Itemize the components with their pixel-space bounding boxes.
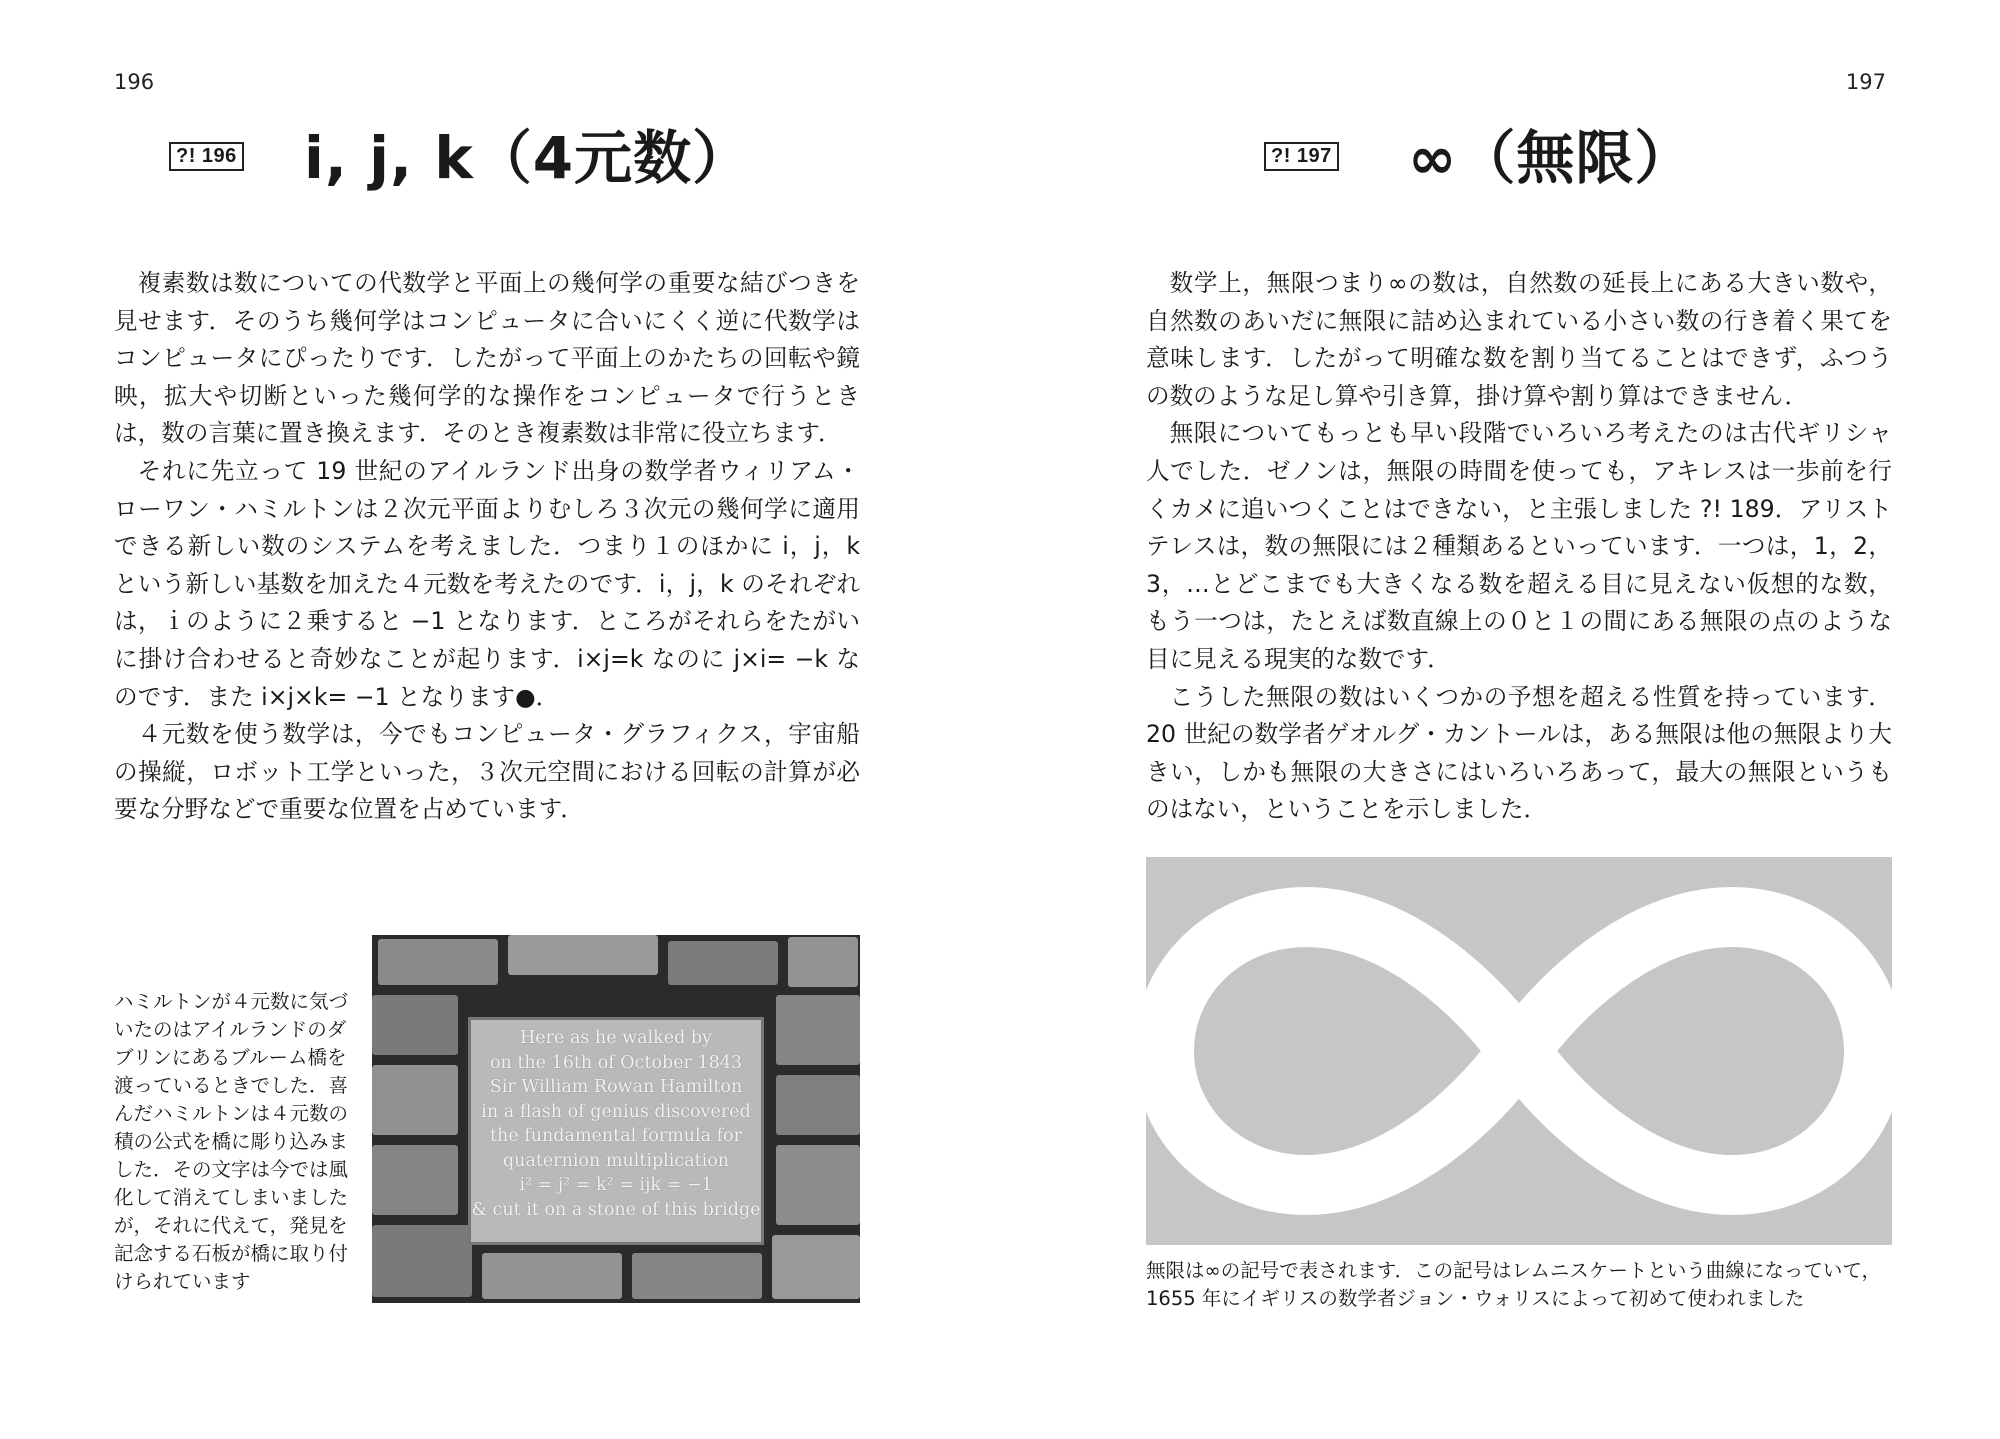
right-page (1000, 0, 2000, 1439)
paragraph: 複素数は数についての代数学と平面上の幾何学の重要な結びつきを見せます．そのうち幾何学はコンピュータに合いにくく逆に代数学はコンピュータにぴったりです．したがって平面上のかたちの回転や鏡映，拡大や切断といった幾何学的な操作をコンピュータで行うときは，数の言葉に置き換えます．そのとき複素数は非常に役立ちます． (114, 269, 860, 448)
plaque (468, 1017, 764, 1245)
body-text-left (114, 265, 860, 829)
paragraph: こうした無限の数はいくつかの予想を超える性質を持っています．20 世紀の数学者ゲオルグ・カントールは，ある無限は他の無限より大きい，しかも無限の大きさにはいろいろあって，最大の無限というものはない，ということを示しました． (1146, 682, 1892, 824)
plaque-photo (372, 935, 860, 1303)
paragraph: ４元数を使う数学は，今でもコンピュータ・グラフィクス，宇宙船の操縦，ロボット工学といった，３次元空間における回転の計算が必要な分野などで重要な位置を占めています． (114, 720, 860, 824)
photo-caption-left: ハミルトンが４元数に気づいたのはアイルランドのダブリンにあるブルーム橋を渡っているときでした．喜んだハミルトンは４元数の積の公式を橋に彫り込みました．その文字は今では風化して消えてしまいましたが，それに代えて，発見を記念する石板が橋に取り付けられています (114, 990, 349, 1293)
plaque-line: Sir William Rowan Hamilton (489, 1077, 743, 1097)
plaque-line: on the 16th of October 1843 (489, 1052, 743, 1073)
infinity-image (1146, 857, 1892, 1245)
plaque-line: i² = j² = k² = ijk = −1 (519, 1175, 713, 1195)
page-number-right: 197 (1845, 70, 1886, 94)
infinity-symbol-icon (1146, 857, 1892, 1245)
plaque-line: & cut it on a stone of this bridge (471, 1199, 761, 1220)
item-tag-left: ?! 196 (169, 142, 244, 171)
plaque-line: in a flash of genius discovered (481, 1101, 751, 1122)
plaque-line: Here as he walked by (520, 1028, 712, 1048)
body-text-right (1146, 265, 1892, 829)
paragraph: 無限についてもっとも早い段階でいろいろ考えたのは古代ギリシャ人でした．ゼノンは，無限の時間を使っても，アキレスは一歩前を行くカメに追いつくことはできない，と主張しました ?! 189．アリストテレスは，数の無限には２種類あるといっています．一つは，1，2，3，…とどこまでも大きくなる数を超える目に見えない仮想的な数，もう一つは，たとえば数直線上の０と１の間にある無限の点のような目に見える現実的な数です． (1146, 419, 1892, 673)
item-tag-right: ?! 197 (1264, 142, 1339, 171)
photo-caption-right: 無限は∞の記号で表されます．この記号はレムニスケートという曲線になっていて，1655 年にイギリスの数学者ジョン・ウォリスによって初めて使われました (1146, 1259, 1882, 1310)
paragraph: それに先立って 19 世紀のアイルランド出身の数学者ウィリアム・ローワン・ハミルトンは２次元平面よりむしろ３次元の幾何学に適用できる新しい数のシステムを考えました．つまり１のほかに i，j，k という新しい基数を加えた４元数を考えたのです．i，j，k のそれぞれは，ｉのように２乗すると −1 となります．ところがそれらをたがいに掛け合わせると奇妙なことが起ります．i×j=k なのに j×i= −k なのです．また i×j×k= −1 となります●． (114, 456, 860, 711)
paragraph: 数学上，無限つまり∞の数は，自然数の延長上にある大きい数や，自然数のあいだに無限に詰め込まれている小さい数の行き着く果てを意味します．したがって明確な数を割り当てることはできず，ふつうの数のような足し算や引き算，掛け算や割り算はできません． (1146, 269, 1892, 410)
plaque-line: the fundamental formula for (490, 1126, 742, 1146)
plaque-line: quaternion multiplication (502, 1150, 730, 1171)
page-title-left: i, j, k（4元数） (304, 124, 752, 192)
page-title-right: ∞（無限） (1408, 124, 1694, 192)
page-number-left: 196 (114, 70, 155, 94)
